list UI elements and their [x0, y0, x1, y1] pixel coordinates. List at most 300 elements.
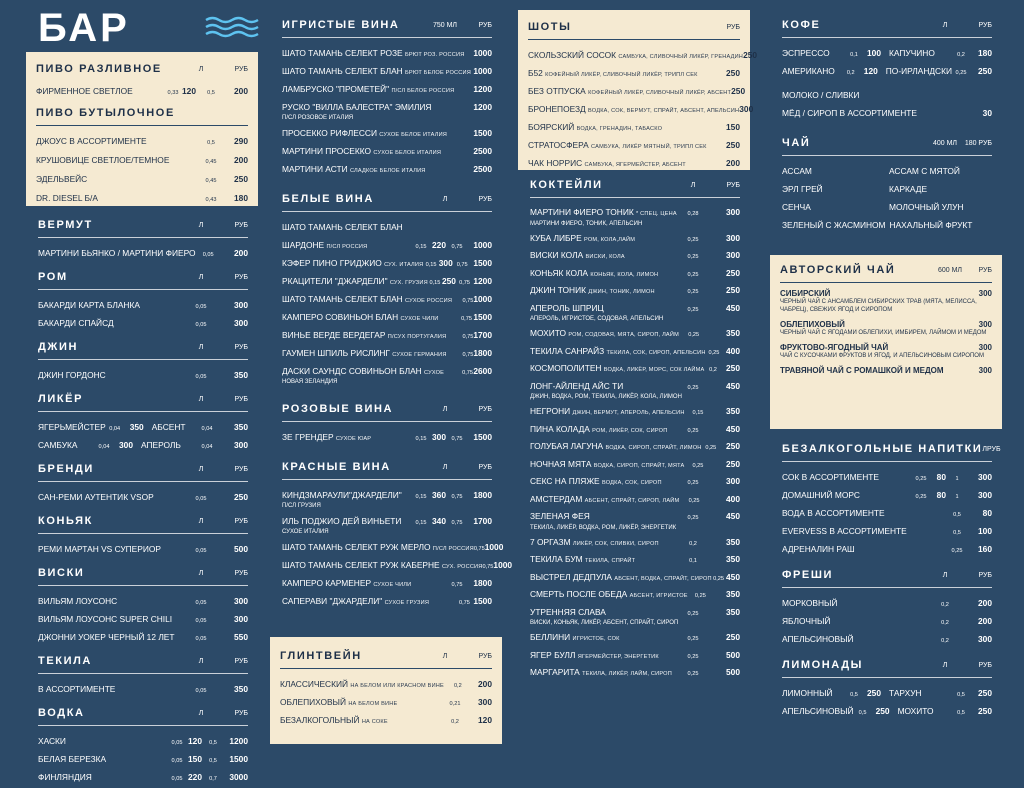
price: 500: [726, 667, 740, 677]
unit-label: Л: [198, 569, 204, 577]
unit-label: Л: [982, 445, 987, 453]
section-title: БЕЗАЛКОГОЛЬНЫЕ НАПИТКИ: [782, 443, 983, 455]
price: 300: [234, 300, 248, 310]
item-note: ТЕКИЛА, ЛИКЁР, ЛАЙМ, СИРОП: [582, 671, 672, 677]
item-title: БЕЗ ОТПУСКА: [528, 86, 586, 96]
volume: 0,25: [687, 636, 699, 642]
item-name: [282, 538, 474, 558]
price: 200: [478, 679, 492, 689]
menu-item: [38, 540, 248, 558]
item-name: [38, 296, 186, 314]
price: 1700: [473, 516, 492, 526]
unit-label: Л: [942, 571, 948, 579]
section-title: АВТОРСКИЙ ЧАЙ: [780, 264, 896, 276]
volume: 0,2: [689, 540, 697, 547]
item-name: [282, 308, 439, 328]
section-header: [38, 512, 248, 530]
volume: 0,05: [195, 304, 207, 310]
item-name: [282, 290, 452, 310]
item-name: [282, 344, 447, 364]
section-title: КРАСНЫЕ ВИНА: [282, 461, 391, 473]
item-subtext: П/СЛ ГРУЗИЯ: [282, 503, 321, 509]
volume: 0,2: [453, 683, 462, 689]
menu-item: [782, 198, 992, 216]
volume: 0,25: [915, 494, 927, 500]
item-title: ШАТО ТАМАНЬ СЕЛЕКТ БЛАН: [282, 66, 403, 76]
item-title: МАРТИНИ АСТИ: [282, 164, 348, 174]
price: 180: [234, 193, 248, 203]
section-title: ТЕКИЛА: [38, 655, 92, 667]
volume: 0,15: [415, 520, 427, 526]
item-name: [38, 540, 186, 558]
item-name: [282, 272, 428, 292]
item-name: [282, 428, 412, 448]
item-subtext: НОВАЯ ЗЕЛАНДИЯ: [282, 379, 338, 385]
item-name: ЛИМОННЫЙ: [782, 688, 833, 698]
price: 1500: [229, 754, 248, 764]
price: 1500: [473, 258, 492, 268]
volume: 0,45: [205, 159, 217, 165]
volume: 0,05: [195, 600, 207, 606]
item-note: СЛАДКОЕ БЕЛОЕ ИТАЛИЯ: [349, 168, 426, 174]
menu-item: [528, 46, 758, 64]
price: 300: [978, 490, 992, 500]
item-name: [528, 100, 739, 120]
item-note: СУХ. ИТАЛИЯ: [384, 262, 424, 268]
item-title: ФИНЛЯНДИЯ: [38, 772, 92, 782]
price: 500: [234, 544, 248, 554]
menu-item: [530, 403, 740, 421]
section-title: БЕЛЫЕ ВИНА: [282, 193, 374, 205]
menu-item: [282, 44, 492, 62]
item-name: [782, 540, 912, 558]
item-name: [38, 244, 195, 262]
divider: [38, 237, 248, 238]
unit-label: РУБ: [234, 273, 248, 281]
item-title: ЛАМБРУСКО "ПРОМЕТЕЙ": [282, 84, 390, 94]
price: 350: [726, 328, 740, 338]
volume: 0,25: [687, 427, 699, 434]
price: 300: [234, 596, 248, 606]
menu-item: [528, 64, 740, 82]
unit-label: РУБ: [234, 569, 248, 577]
menu-item: [530, 647, 740, 665]
item-note: АБСЕНТ, СПРАЙТ, СИРОП, ЛАЙМ: [584, 497, 680, 504]
item-title: МОХИТО: [530, 328, 566, 338]
price: 350: [726, 589, 740, 599]
volume: 0,25: [955, 70, 967, 76]
menu-item: [530, 360, 740, 378]
menu-item: [528, 118, 740, 136]
item-note: АБСЕНТ, ВОДКА, СПРАЙТ, СИРОП: [614, 575, 712, 582]
unit-label: РУБ: [234, 657, 248, 665]
volume: 0,7: [209, 776, 217, 782]
menu-item: [282, 272, 492, 290]
menu-item: [530, 551, 740, 569]
item-note: ВОДКА, ЛИКЁР, МОРС, СОК ЛАЙМА: [603, 367, 705, 373]
price: 250: [743, 50, 758, 60]
menu-item: [782, 684, 992, 702]
item-title: САПЕРАВИ "ДЖАРДЕЛИ": [282, 596, 383, 606]
item-title: ХАСКИ: [38, 736, 66, 746]
divider: [38, 673, 248, 674]
menu-item: [530, 325, 740, 343]
volume: 0,15: [415, 244, 427, 250]
price: 400: [726, 493, 740, 504]
menu-item: [530, 629, 740, 647]
menu-item: [280, 711, 492, 729]
menu-item: [282, 592, 492, 610]
section-header: [38, 704, 248, 722]
item-name: ЭДЕЛЬВЕЙС: [36, 174, 88, 184]
item-subtext: АПЕРОЛЬ, ИГРИСТОЕ, СОДОВАЯ, АПЕЛЬСИН: [530, 316, 664, 322]
menu-item: [782, 162, 992, 180]
item-title: БРОНЕПОЕЗД: [528, 104, 586, 114]
price: 350: [234, 422, 248, 432]
price: 250: [234, 174, 248, 184]
price: 100: [867, 48, 881, 58]
volume: 0,5: [957, 710, 965, 716]
item-name: АПЕЛЬСИНОВЫЙ: [782, 706, 854, 716]
menu-item: [782, 522, 992, 540]
unit-label: РУБ: [478, 405, 492, 413]
item-note: СУХОЕ ЧИЛИ: [400, 316, 439, 322]
price: 120: [188, 736, 202, 746]
item-title: РКАЦИТЕЛИ "ДЖАРДЕЛИ": [282, 276, 388, 286]
volume: 0,25: [688, 497, 700, 504]
price: 350: [726, 536, 740, 547]
page-title: БАР: [38, 6, 130, 50]
volume: 0,04: [201, 426, 213, 432]
item-name: ЯГЕРЬМЕЙСТЕР: [38, 422, 106, 432]
item-title: ВИНЬЕ ВЕРДЕ ВЕРДЕГАР: [282, 330, 386, 340]
divider: [782, 587, 992, 588]
item-title: ЛОНГ-АЙЛЕНД АЙС ТИ: [530, 380, 624, 391]
item-title: МАРТИНИ БЬЯНКО / МАРТИНИ ФИЕРО: [38, 248, 196, 258]
price: 300: [478, 697, 492, 707]
item-name: СИБИРСКИЙ: [780, 289, 831, 298]
item-note: П/СЛ РОССИЯ: [326, 244, 368, 250]
unit-label: РУБ: [478, 463, 492, 471]
section-title: БРЕНДИ: [38, 463, 94, 475]
price: 1500: [473, 128, 492, 138]
item-note: СУХОЕ БЕЛОЕ ИТАЛИЯ: [379, 132, 448, 138]
item-note: * СПЕЦ. ЦЕНА: [636, 211, 677, 217]
divider: [38, 585, 248, 586]
volume: 0,05: [195, 636, 207, 642]
menu-item: [530, 586, 740, 604]
item-note: САМБУКА, ЛИКЁР МЯТНЫЙ, ТРИПЛ СЕК: [591, 144, 707, 150]
item-name: ЭСПРЕССО: [782, 48, 830, 58]
volume: 0,15: [415, 436, 427, 442]
price: 250: [726, 363, 740, 373]
item-name: ФРУКТОВО-ЯГОДНЫЙ ЧАЙ: [780, 343, 889, 352]
item-name: [528, 46, 743, 66]
item-title: ДЖОННИ УОКЕР ЧЕРНЫЙ 12 ЛЕТ: [38, 632, 175, 642]
item-subtext: СУХОЕ ИТАЛИЯ: [282, 529, 329, 535]
shots-panel: [518, 10, 758, 170]
section-header: [38, 216, 248, 234]
item-note: САМБУКА, ЯГЕРМЕЙСТЕР, АБСЕНТ: [584, 162, 686, 168]
price: 1000: [493, 560, 513, 570]
item-title: ШАТО ТАМАНЬ СЕЛЕКТ РУЖ МЕРЛО: [282, 542, 431, 552]
item-description: ЧЕРНЫЙ ЧАЙ С ЯГОДАМИ ОБЛЕПИХИ, ИМБИРЕМ, ЛАЙМОМ И МЕДОМ: [780, 330, 987, 336]
unit-label: Л: [198, 343, 204, 351]
price: 300: [978, 472, 992, 482]
item-title: ЗЕЛЕНАЯ ФЕЯ: [530, 511, 590, 521]
price: 1200: [473, 276, 492, 286]
item-note: ИГРИСТОЕ, СОК: [572, 636, 620, 642]
item-title: БЕЗАЛКОГОЛЬНЫЙ: [280, 715, 360, 725]
price: 300: [438, 258, 453, 268]
divider: [38, 533, 248, 534]
price: 300: [119, 440, 133, 450]
menu-item: [782, 630, 992, 648]
menu-item: [282, 62, 492, 80]
item-name: [38, 732, 168, 750]
item-name: АССАМ С МЯТОЙ: [889, 166, 960, 176]
item-title: УТРЕННЯЯ СЛАВА: [530, 606, 606, 617]
price: 300: [726, 207, 740, 217]
item-name: [282, 592, 429, 612]
volume: 0,75: [451, 520, 463, 526]
item-title: В АССОРТИМЕНТЕ: [38, 684, 116, 694]
item-note: ДЖИН, ТОНИК, ЛИМОН: [588, 289, 655, 295]
item-subtext: ВИСКИ, КОНЬЯК, ЛИКЁР, АБСЕНТ, СПРАЙТ, СИРОП: [530, 620, 679, 626]
price: 350: [129, 422, 144, 432]
price: 1500: [473, 432, 492, 442]
volume: 0,25: [687, 306, 699, 313]
item-title: КОСМОПОЛИТЕН: [530, 363, 602, 373]
price: 250: [726, 632, 740, 642]
menu-item: [282, 428, 492, 446]
section-title: РОЗОВЫЕ ВИНА: [282, 403, 394, 415]
price: 1500: [473, 312, 492, 322]
price: 1000: [484, 542, 504, 552]
price: 1000: [473, 240, 492, 250]
volume: 0,75: [482, 564, 494, 570]
volume: 0,5: [953, 530, 961, 536]
price: 2500: [473, 146, 492, 156]
unit-label: РУБ: [978, 21, 992, 29]
item-subtext: ДЖИН, ВОДКА, РОМ, ТЕКИЛА, ЛИКЁР, КОЛА, ЛИМОН: [530, 394, 682, 400]
price: 350: [726, 554, 740, 564]
menu-item: [38, 768, 248, 786]
price: 300: [978, 289, 992, 298]
menu-item: [780, 366, 992, 375]
volume: 0,04: [98, 444, 110, 450]
item-title: СЕКС НА ПЛЯЖЕ: [530, 476, 600, 486]
section-title: РОМ: [38, 271, 68, 283]
item-title: ДЖИН ГОРДОНС: [38, 370, 106, 380]
section-header: [282, 400, 492, 418]
item-name: [38, 314, 186, 332]
item-name: ОБЛЕПИХОВЫЙ: [780, 320, 845, 329]
volume: 0,05: [171, 740, 183, 746]
price: 1200: [229, 736, 248, 746]
price: 200: [234, 248, 248, 258]
price: 400: [726, 345, 740, 356]
price: 1800: [473, 490, 492, 500]
menu-item: [780, 343, 992, 352]
item-name: МЁД / СИРОП В АССОРТИМЕНТЕ: [782, 108, 917, 118]
menu-item: [36, 189, 248, 208]
price: 550: [234, 632, 248, 642]
item-title: ГАУМЕН ШПИЛЬ РИСЛИНГ: [282, 348, 390, 358]
menu-item: [280, 675, 492, 693]
item-title: ОБЛЕПИХОВЫЙ: [280, 697, 346, 707]
section-title: ДЖИН: [38, 341, 79, 353]
menu-item: ФИРМЕННОЕ СВЕТЛОЕ 0,33 120 0,5 200: [36, 86, 248, 96]
section-header: [282, 190, 492, 208]
item-title: АПЕЛЬСИНОВЫЙ: [782, 634, 854, 644]
item-note: НА БЕЛОМ ВИНЕ: [348, 701, 398, 707]
divider: [282, 479, 492, 480]
item-name: КРУШОВИЦЕ СВЕТЛОЕ/ТЕМНОЕ: [36, 155, 170, 165]
item-name: КАРКАДЕ: [889, 184, 928, 194]
item-title: ВЫСТРЕЛ ДЕДПУЛА: [530, 571, 612, 582]
item-title: КУБА ЛИБРЕ: [530, 232, 582, 243]
price: 450: [726, 511, 740, 521]
section-header: [782, 656, 992, 674]
item-title: ШАТО ТАМАНЬ СЕЛЕКТ РУЖ КАБЕРНЕ: [282, 560, 440, 570]
price: 250: [726, 441, 740, 451]
divider: [38, 725, 248, 726]
price: 360: [432, 490, 446, 500]
price: 1200: [473, 84, 492, 94]
volume: 0,75: [459, 600, 470, 606]
item-title: МАРТИНИ ПРОСЕККО: [282, 146, 372, 156]
item-name: [528, 64, 718, 84]
waves-icon: [205, 16, 259, 38]
item-title: ВИСКИ КОЛА: [530, 250, 584, 260]
section-title: КОКТЕЙЛИ: [530, 179, 603, 191]
section-header: [530, 176, 740, 194]
unit-label: РУБ: [478, 21, 492, 29]
volume: 0,25: [708, 349, 720, 356]
unit-label: РУБ: [726, 181, 740, 189]
price: 120: [478, 715, 492, 725]
price: 1000: [473, 66, 492, 76]
volume: 0,75: [451, 494, 463, 500]
volume: 0,75: [451, 244, 463, 250]
price: 250: [726, 68, 740, 78]
divider: [282, 211, 492, 212]
menu-item: [282, 124, 492, 142]
item-note: СУХОЕ ГЕРМАНИЯ: [392, 352, 447, 358]
volume: 0,2: [846, 70, 855, 76]
item-note: ЛИКЁР, СОК, СЛИВКИ, СИРОП: [572, 540, 659, 547]
menu-item: [282, 308, 492, 326]
item-note: АБСЕНТ, ИГРИСТОЕ: [629, 593, 688, 599]
volume: 0,25: [687, 515, 699, 521]
price: 300: [432, 432, 446, 442]
section-title: КОФЕ: [782, 19, 821, 31]
price: 300: [726, 250, 740, 260]
item-title: АМСТЕРДАМ: [530, 493, 583, 504]
menu-item: [282, 218, 492, 236]
item-name: [782, 522, 912, 540]
menu-item: [38, 680, 248, 698]
volume: 0,04: [201, 444, 213, 450]
menu-item: [282, 80, 492, 98]
unit-label: Л: [690, 181, 696, 189]
menu-item: [530, 664, 740, 682]
price: 80: [936, 490, 946, 500]
item-name: [282, 44, 464, 64]
volume: 0,75: [451, 582, 463, 588]
item-note: РОМ, КОЛА,ЛАЙМ: [584, 236, 636, 243]
item-title: МОРКОВНЫЙ: [782, 598, 838, 608]
item-name: МОЛОКО / СЛИВКИ: [782, 90, 860, 100]
section-title: ПИВО РАЗЛИВНОЕ: [36, 63, 162, 75]
item-title: ВИЛЬЯМ ЛОУСОНС SUPER CHILI: [38, 614, 173, 624]
section-title: КОНЬЯК: [38, 515, 93, 527]
item-title: АПЕРОЛЬ ШПРИЦ: [530, 302, 604, 313]
divider: [282, 421, 492, 422]
item-note: ТЕКИЛА, СОК, СИРОП, АПЕЛЬСИН: [606, 349, 706, 356]
item-note: ВОДКА, СОК, СИРОП: [601, 480, 662, 486]
volume: 0,05: [195, 496, 207, 502]
item-title: ДАСКИ САУНДС СОВИНЬОН БЛАН: [282, 366, 422, 376]
item-name: [528, 82, 731, 102]
item-name: [282, 254, 423, 274]
item-name: [38, 768, 168, 786]
price: 250: [726, 285, 740, 295]
volume: 1: [955, 494, 959, 500]
unit-label: 180 РУБ: [964, 139, 992, 147]
volume: 0,25: [687, 610, 699, 617]
unit-label: Л: [198, 465, 204, 473]
volume: 0,21: [449, 701, 461, 707]
divider: [38, 481, 248, 482]
item-title: МАРТИНИ ФИЕРО ТОНИК: [530, 207, 634, 217]
menu-item: [38, 296, 248, 314]
volume: 0,05: [195, 548, 207, 554]
price: 1800: [473, 348, 492, 358]
item-note: НА СОКЕ: [361, 719, 388, 725]
item-note: РОМ, СОДОВАЯ, МЯТА, СИРОП, ЛАЙМ: [568, 332, 679, 338]
menu-item: [530, 230, 740, 248]
volume: 0,05: [195, 688, 207, 694]
menu-item: [782, 180, 992, 198]
unit-label: РУБ: [234, 343, 248, 351]
item-note: СУХОЕ: [424, 370, 445, 376]
item-title: КЭФЕР ПИНО ГРИДЖИО: [282, 258, 382, 268]
volume: 0,43: [205, 197, 217, 203]
menu-item: [38, 610, 248, 628]
menu-item: [282, 160, 492, 178]
item-name: [528, 118, 718, 138]
section-header: [38, 338, 248, 356]
divider: [782, 37, 992, 38]
menu-item: [780, 289, 992, 298]
item-title: СКОЛЬЗСКИЙ СОСОК: [528, 50, 617, 60]
item-note: СУХОЕ РОССИЯ: [405, 298, 453, 304]
section-header: [38, 268, 248, 286]
volume: 0,25: [694, 593, 706, 599]
price: 300: [234, 318, 248, 328]
item-name: [282, 62, 471, 82]
section-header: [38, 460, 248, 478]
unit-label: Л: [198, 395, 204, 403]
unit-label: РУБ: [234, 221, 248, 229]
item-note: СУХ. РОССИЯ: [441, 564, 483, 570]
menu-item: [782, 468, 992, 486]
menu-item: [38, 592, 248, 610]
menu-item: [38, 750, 248, 768]
unit-label: Л: [198, 221, 204, 229]
